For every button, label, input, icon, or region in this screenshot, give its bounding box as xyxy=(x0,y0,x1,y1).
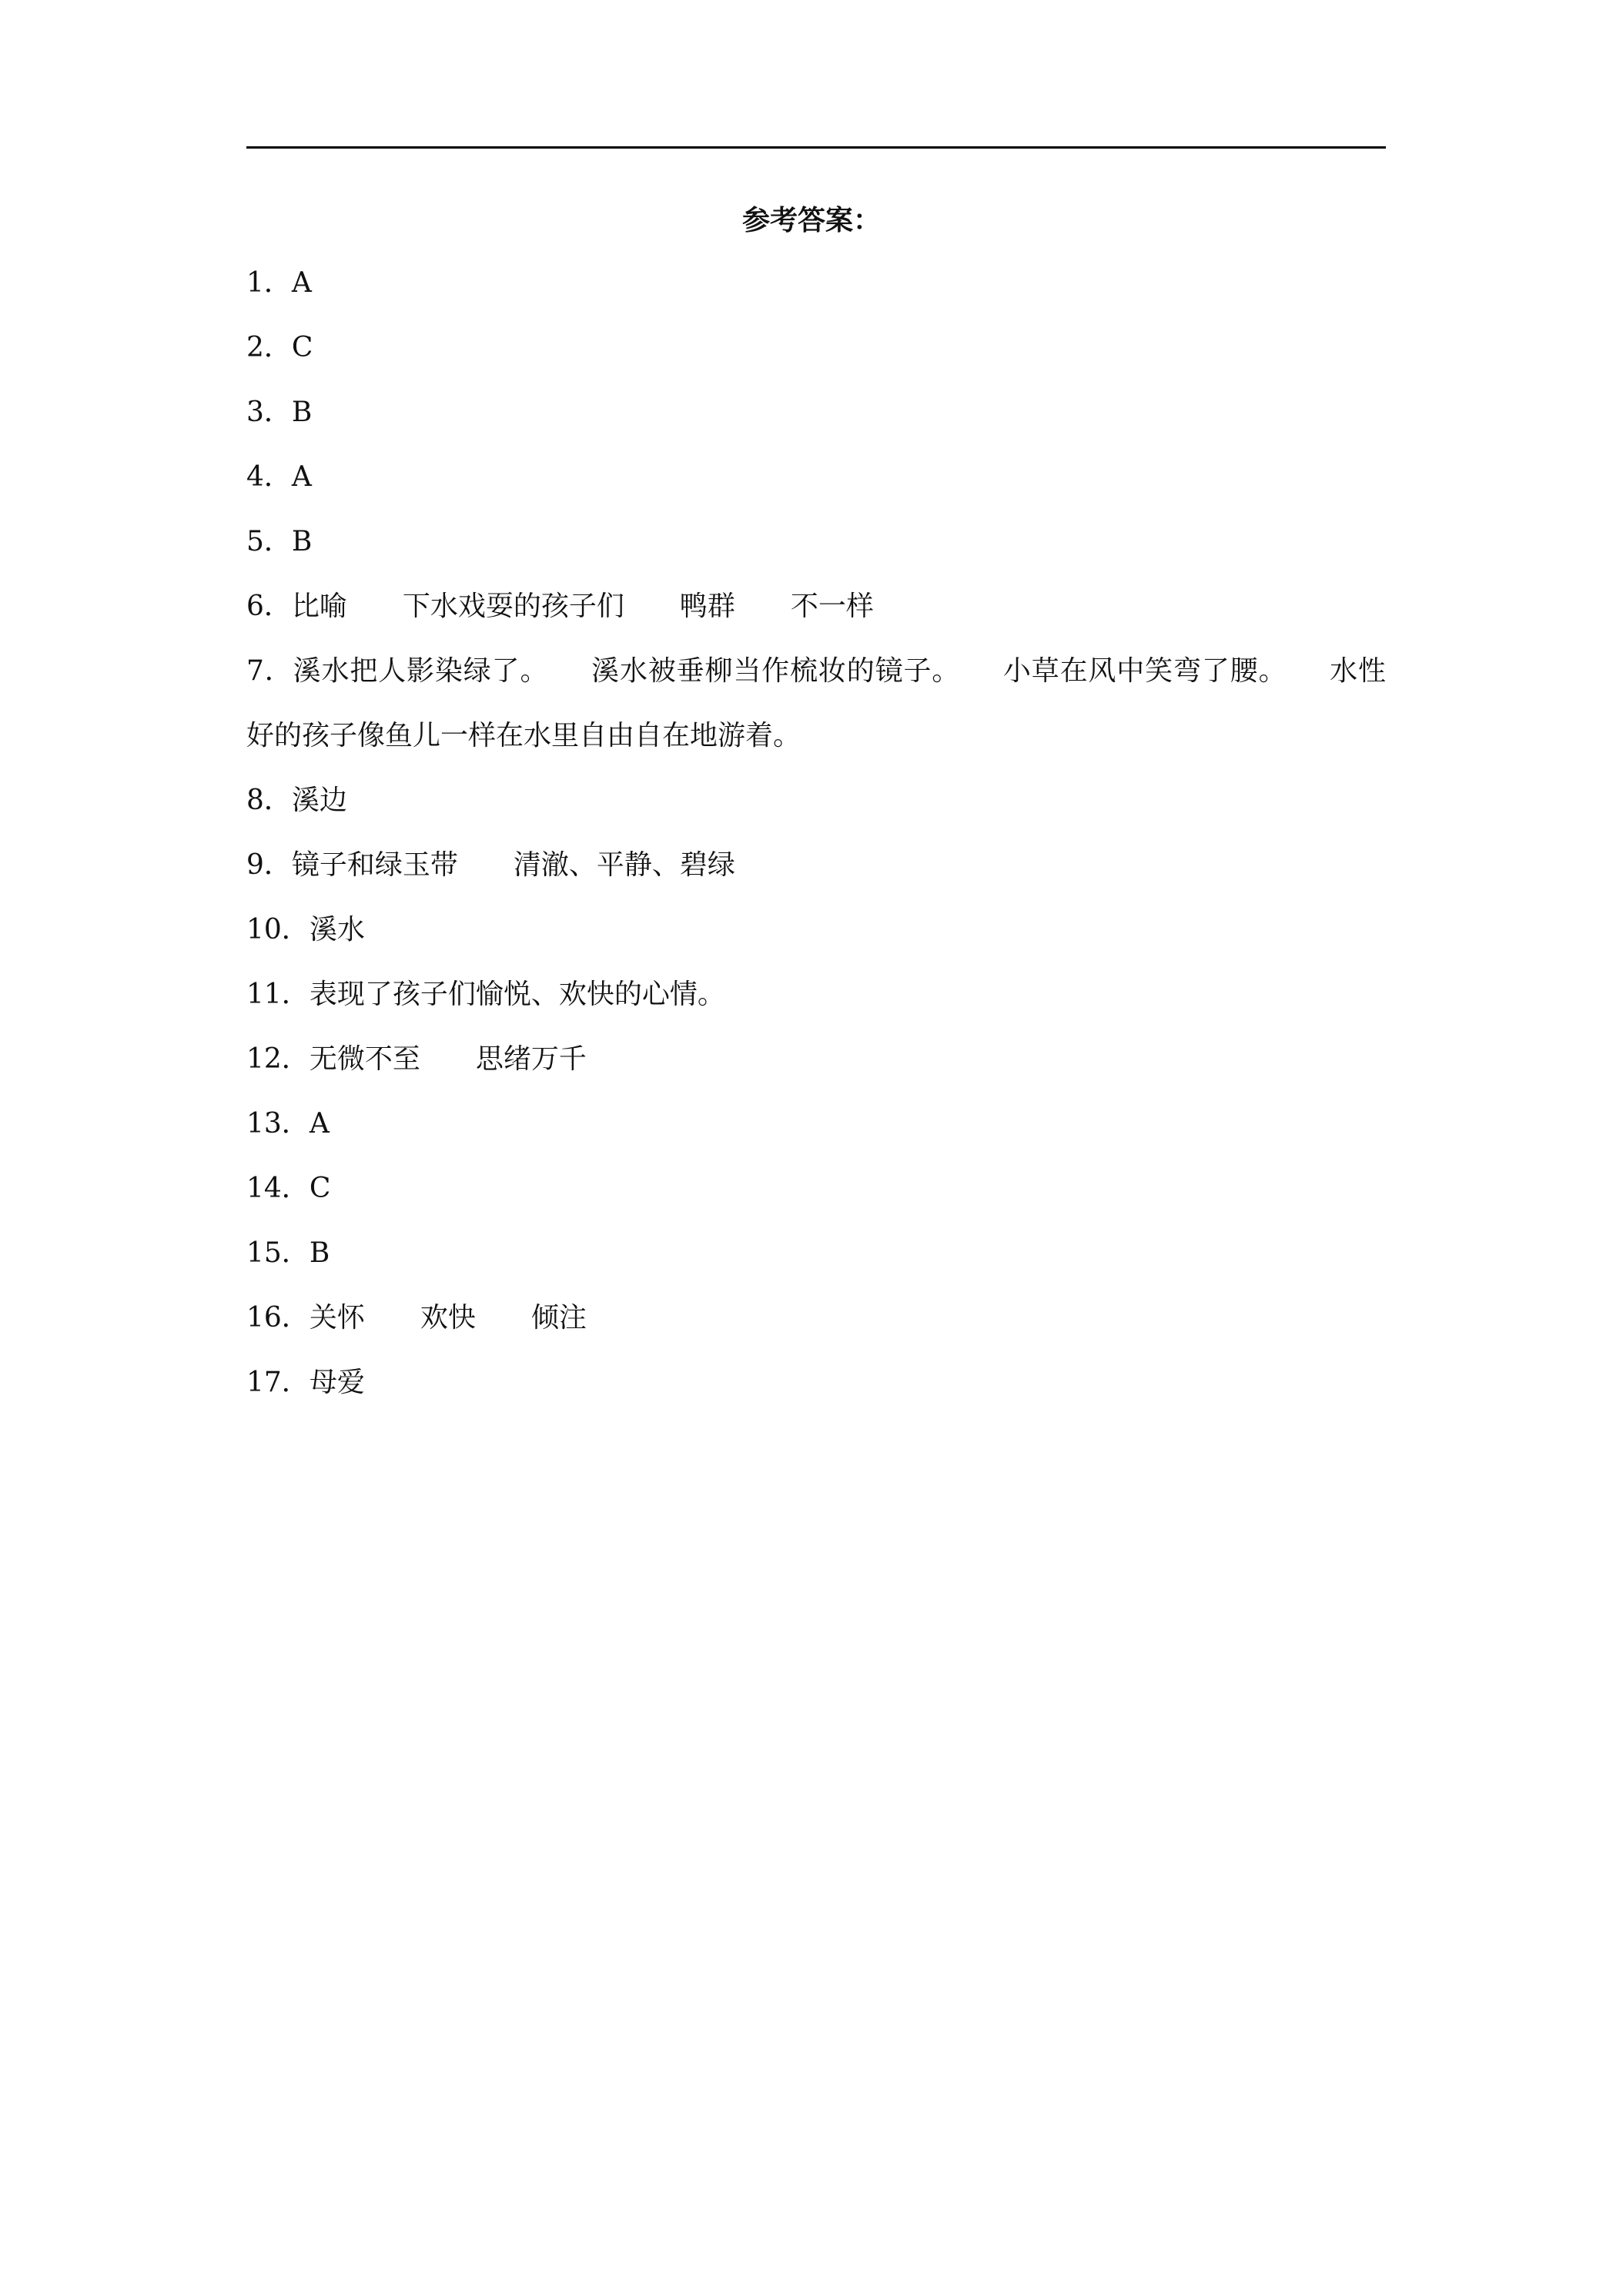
page-title: 参考答案： xyxy=(741,204,881,236)
answer-item-8 xyxy=(246,768,1386,833)
answer-text: C xyxy=(291,332,313,363)
answer-item-9 xyxy=(246,833,1386,898)
answer-number: 13． xyxy=(246,1108,310,1140)
answer-item-17 xyxy=(246,1350,1386,1415)
answer-list xyxy=(246,251,1386,1415)
answer-text: 比喻 下水戏耍的孩子们 鸭群 不一样 xyxy=(291,591,874,622)
answer-item-14 xyxy=(246,1156,1386,1221)
answer-text: C xyxy=(309,1173,331,1204)
answer-item-10 xyxy=(246,898,1386,962)
answer-item-11 xyxy=(246,962,1386,1027)
answer-number: 8． xyxy=(246,785,292,816)
answer-text: B xyxy=(309,1237,330,1269)
answer-text: 溪水把人影染绿了。 溪水被垂柳当作梳妆的镜子。 小草在风中笑弯了腰。 水性好的孩子像鱼儿一样在水里自由自在地游着。 xyxy=(246,655,1386,751)
answer-number: 17． xyxy=(246,1367,310,1398)
answer-item-4 xyxy=(246,445,1386,510)
answer-text: A xyxy=(291,267,312,299)
answer-text: A xyxy=(291,461,312,493)
answer-number: 12． xyxy=(246,1043,310,1075)
answer-number: 1． xyxy=(246,267,292,299)
answer-number: 11． xyxy=(246,979,310,1010)
answer-number: 10． xyxy=(246,914,310,946)
answer-item-16 xyxy=(246,1286,1386,1350)
answer-text: 镜子和绿玉带 清澈、平静、碧绿 xyxy=(291,849,735,881)
answer-item-2 xyxy=(246,316,1386,380)
answer-item-15 xyxy=(246,1221,1386,1286)
answer-item-3 xyxy=(246,380,1386,445)
answer-item-12 xyxy=(246,1027,1386,1092)
header-rule xyxy=(246,146,1386,149)
answer-number: 3． xyxy=(246,397,292,428)
answer-text: A xyxy=(309,1108,330,1140)
answer-number: 7． xyxy=(246,655,293,687)
answer-number: 5． xyxy=(246,526,292,557)
answer-number: 4． xyxy=(246,461,292,493)
answer-item-7 xyxy=(246,639,1386,768)
answer-number: 6． xyxy=(246,591,292,622)
answer-text: 表现了孩子们愉悦、欢快的心情。 xyxy=(309,979,725,1010)
answer-item-5 xyxy=(246,510,1386,574)
answer-number: 14． xyxy=(246,1173,310,1204)
answer-number: 2． xyxy=(246,332,292,363)
answer-text: 无微不至 思绪万千 xyxy=(309,1043,587,1075)
answer-text: 母爱 xyxy=(309,1367,365,1398)
answer-text: 溪水 xyxy=(309,914,365,946)
answer-text: B xyxy=(291,526,313,557)
answer-item-1 xyxy=(246,251,1386,316)
answer-item-13 xyxy=(246,1092,1386,1156)
answer-number: 9． xyxy=(246,849,292,881)
answer-text: 关怀 欢快 倾注 xyxy=(309,1302,587,1334)
answer-text: B xyxy=(291,397,313,428)
answer-number: 16． xyxy=(246,1302,310,1334)
answer-number: 15． xyxy=(246,1237,310,1269)
answer-item-6 xyxy=(246,574,1386,639)
answer-text: 溪边 xyxy=(291,785,347,816)
